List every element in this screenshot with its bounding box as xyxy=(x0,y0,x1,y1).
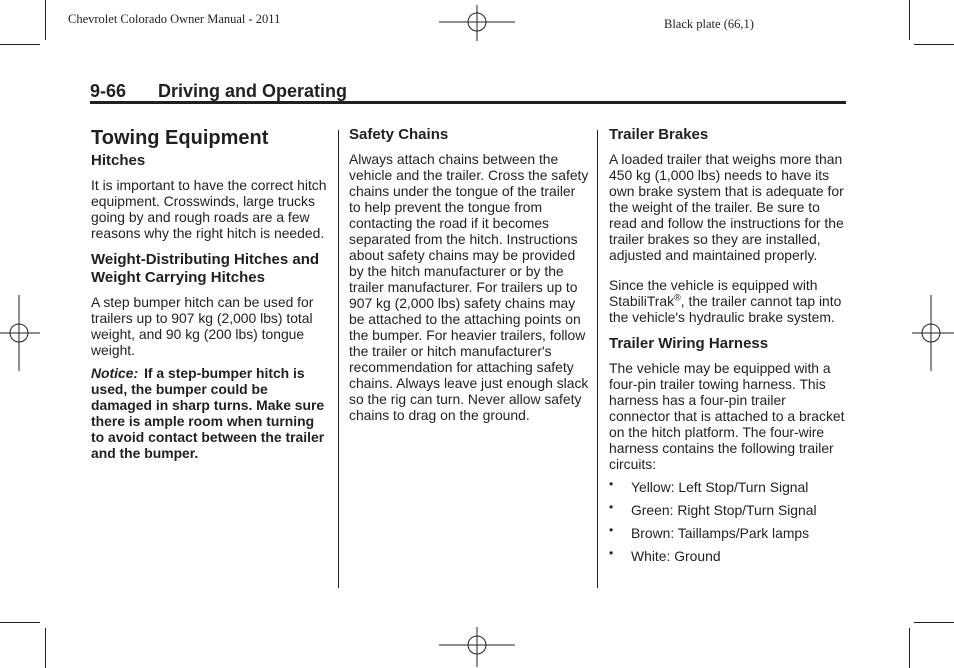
registration-mark-icon xyxy=(439,5,515,41)
stabilitrak-text-pre: Since the vehicle is equipped with StabiliTrak xyxy=(609,277,818,309)
column-divider xyxy=(597,130,598,588)
crop-mark xyxy=(914,622,954,623)
bullet-icon: • xyxy=(609,523,614,537)
section-rule xyxy=(90,101,846,104)
circuit-label: Green: Right Stop/Turn Signal xyxy=(631,502,817,518)
registration-mark-icon xyxy=(0,295,40,371)
manual-title: Chevrolet Colorado Owner Manual - 2011 xyxy=(68,12,281,26)
safety-chains-heading: Safety Chains xyxy=(349,126,449,143)
circuit-label: Yellow: Left Stop/Turn Signal xyxy=(631,479,809,495)
plate-info: Black plate (66,1) xyxy=(664,17,754,31)
trailer-brakes-heading: Trailer Brakes xyxy=(609,126,709,143)
section-header xyxy=(90,81,347,102)
crop-mark xyxy=(909,628,910,668)
bullet-icon: • xyxy=(609,546,614,560)
list-item xyxy=(609,479,845,495)
column-2 xyxy=(349,126,589,430)
stabilitrak-paragraph xyxy=(609,277,845,325)
circuit-label: Brown: Taillamps/Park lamps xyxy=(631,525,810,541)
page-number: 9-66 xyxy=(90,81,127,101)
wiring-harness-paragraph: The vehicle may be equipped with a four-pin trailer towing harness. This harness has a four-pin trailer connector that is attached to a bracket on the hitch platform. The four-wire harness contains the following trailer circuits: xyxy=(609,360,845,472)
crop-mark xyxy=(45,628,46,668)
notice-text: If a step-bumper hitch is used, the bumper could be damaged in sharp turns. Make sure there is ample room when turning to avoid contact between the trailer and the bumper. xyxy=(91,365,325,461)
crop-mark xyxy=(0,622,40,623)
notice-label: Notice: xyxy=(91,365,139,381)
notice-paragraph xyxy=(91,365,331,461)
hitches-heading: Hitches xyxy=(91,152,146,169)
safety-chains-paragraph: Always attach chains between the vehicle and the trailer. Cross the safety chains under the tongue of the trailer to help prevent the tongue from contacting the road if it becomes separated from the hitch. Instructions about safety chains may be provided by the hitch manufacturer or by the trailer manufacturer. For trailers up to 907 kg (2,000 lbs) safety chains may be attached to the attaching points on the bumper. For heavier trailers, follow the trailer or hitch manufacturer's recommendation for attaching safety chains. Always leave just enough slack so the rig can turn. Never allow safety chains to drag on the ground. xyxy=(349,151,589,423)
crop-mark xyxy=(909,0,910,40)
column-divider xyxy=(338,130,339,588)
list-item xyxy=(609,548,845,564)
circuit-label: White: Ground xyxy=(631,548,721,564)
page-title: Towing Equipment xyxy=(91,127,269,149)
hitches-paragraph: It is important to have the correct hitch equipment. Crosswinds, large trucks going by and rough roads are a few reasons why the right hitch is needed. xyxy=(91,177,327,241)
circuit-list xyxy=(609,479,845,564)
crop-mark xyxy=(0,44,40,45)
crop-mark xyxy=(45,0,46,40)
weight-distributing-heading: Weight-Distributing Hitches and Weight Carrying Hitches xyxy=(91,251,320,286)
column-1 xyxy=(91,126,331,468)
registration-mark-icon xyxy=(912,295,954,371)
stabilitrak-text-post: , the trailer cannot tap into the vehicle's hydraulic brake system. xyxy=(609,293,842,325)
crop-mark xyxy=(914,44,954,45)
registration-mark-icon xyxy=(439,627,515,667)
bullet-icon: • xyxy=(609,477,614,491)
registered-mark: ® xyxy=(674,292,681,303)
trailer-brakes-paragraph: A loaded trailer that weighs more than 450 kg (1,000 lbs) needs to have its own brake system that is adequate for the weight of the trailer. Be sure to read and follow the instructions for the trailer brakes so they are installed, adjusted and maintained properly. xyxy=(609,151,844,263)
bullet-icon: • xyxy=(609,500,614,514)
list-item xyxy=(609,525,845,541)
column-3 xyxy=(609,126,845,571)
wiring-harness-heading: Trailer Wiring Harness xyxy=(609,335,769,352)
section-title: Driving and Operating xyxy=(158,81,348,101)
step-bumper-paragraph: A step bumper hitch can be used for trailers up to 907 kg (2,000 lbs) total weight, and 90 kg (200 lbs) tongue weight. xyxy=(91,294,314,358)
list-item xyxy=(609,502,845,518)
